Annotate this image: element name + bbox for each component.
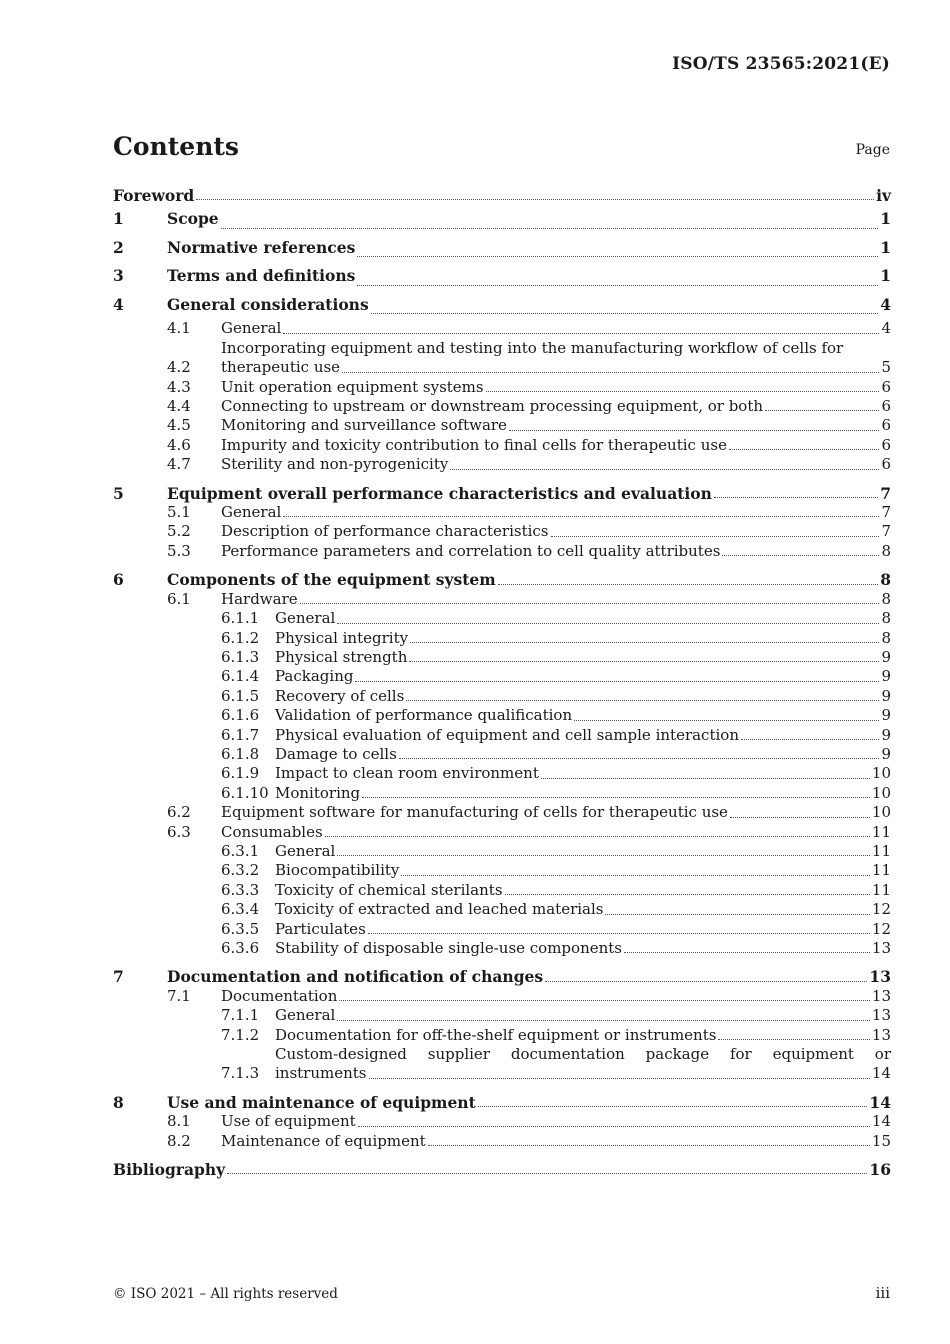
toc-entry[interactable] (113, 764, 891, 783)
toc-entry-number: 6.2 (167, 803, 191, 822)
toc-entry[interactable] (113, 706, 891, 725)
toc-entry-title: Description of performance characteristics (221, 522, 549, 541)
toc-entry-number: 4.2 (167, 358, 191, 377)
dot-leader (551, 536, 880, 537)
toc-entry-page: 7 (881, 503, 891, 522)
toc-entry[interactable] (113, 648, 891, 667)
toc-entry[interactable] (113, 967, 891, 986)
toc-entry-number: 5 (113, 483, 124, 503)
toc-entry-title: Monitoring (275, 783, 361, 802)
toc-entry-title: General considerations (167, 294, 369, 314)
toc-entry[interactable] (113, 920, 891, 939)
toc-entry[interactable] (113, 861, 891, 880)
toc-entry-title: Sterility and non-pyrogenicity (221, 455, 449, 474)
toc-entry-title: Damage to cells (275, 744, 397, 763)
toc-entry[interactable] (113, 784, 891, 803)
dot-leader (371, 313, 879, 314)
toc-entry-number: 6.1.9 (221, 764, 260, 783)
toc-entry-page: 14 (871, 1064, 891, 1083)
dot-leader (409, 661, 879, 662)
toc-entry-title: Documentation for off-the-shelf equipment or instruments (275, 1025, 717, 1044)
toc-entry[interactable] (113, 503, 891, 522)
toc-entry[interactable] (113, 667, 891, 686)
toc-entry-number: 8.1 (167, 1112, 191, 1131)
toc-entry-page: 1 (880, 209, 891, 229)
toc-entry[interactable] (113, 455, 891, 474)
toc-entry-page: 4 (880, 294, 891, 314)
toc-entry-page: 8 (881, 628, 891, 647)
toc-entry[interactable] (113, 1112, 891, 1131)
toc-entry-title: Terms and definitions (167, 266, 356, 286)
toc-entry-page: 11 (871, 841, 891, 860)
toc-entry[interactable] (113, 339, 891, 378)
toc-entry-title: Packaging (275, 667, 354, 686)
toc-entry-number: 4.4 (167, 397, 191, 416)
toc-entry-number: 2 (113, 237, 124, 257)
toc-entry-page: 6 (881, 416, 891, 435)
dot-leader (283, 516, 879, 517)
toc-entry-number: 4 (113, 294, 124, 314)
toc-entry-number: 6.1.10 (221, 783, 269, 802)
toc-entry[interactable] (113, 570, 891, 589)
toc-entry-page: 6 (881, 435, 891, 454)
toc-entry-title: Equipment software for manufacturing of cells for therapeutic use (221, 803, 728, 822)
toc-entry[interactable] (113, 522, 891, 541)
toc-entry-page: 5 (881, 358, 891, 377)
dot-leader (196, 199, 874, 200)
dot-leader (574, 720, 879, 721)
dot-leader (358, 1126, 870, 1127)
toc-entry-page: 11 (871, 861, 891, 880)
dot-leader (283, 333, 879, 334)
toc-entry-number: 7.1.1 (221, 1006, 260, 1025)
dot-leader (605, 914, 869, 915)
toc-entry-number: 3 (113, 266, 124, 286)
toc-entry[interactable] (113, 842, 891, 861)
dot-leader (342, 372, 879, 373)
toc-entry[interactable] (113, 939, 891, 958)
dot-leader (401, 875, 870, 876)
toc-entry-number: 6.1.7 (221, 725, 260, 744)
contents-title: Contents (113, 132, 240, 161)
dot-leader (478, 1106, 868, 1107)
dot-leader (399, 758, 879, 759)
dot-leader (624, 952, 870, 953)
toc-entry[interactable] (113, 1006, 891, 1025)
dot-leader (410, 642, 879, 643)
dot-leader (718, 1039, 869, 1040)
toc-entry-number: 7 (113, 967, 124, 987)
dot-leader (357, 256, 878, 257)
toc-entry-title: Recovery of cells (275, 686, 405, 705)
toc-entry-number: 4.1 (167, 319, 191, 338)
toc-entry[interactable] (113, 186, 891, 205)
toc-entry-page: 9 (881, 725, 891, 744)
toc-entry[interactable] (113, 436, 891, 455)
dot-leader (505, 894, 870, 895)
toc-entry-page: 12 (871, 900, 891, 919)
toc-entry-number: 7.1.3 (221, 1064, 260, 1083)
toc-entry-number: 8.2 (167, 1131, 191, 1150)
toc-entry-page: 11 (871, 880, 891, 899)
dot-leader (337, 855, 870, 856)
toc-entry[interactable] (113, 687, 891, 706)
toc-entry-title: Use of equipment (221, 1112, 356, 1131)
toc-entry-page: 10 (871, 764, 891, 783)
toc-entry-page: 8 (881, 609, 891, 628)
toc-entry-title: Connecting to upstream or downstream processing equipment, or both (221, 397, 764, 416)
toc-entry-title: Documentation and notification of changes (167, 967, 544, 987)
toc-entry-title: Maintenance of equipment (221, 1131, 426, 1150)
toc-entry-page: iv (876, 186, 891, 205)
dot-leader (545, 981, 867, 982)
dot-leader (339, 1000, 870, 1001)
toc-entry-number: 5.2 (167, 522, 191, 541)
toc-entry-number: 4.3 (167, 377, 191, 396)
toc-entry-page: 8 (880, 570, 891, 590)
toc-entry-title: General (221, 319, 282, 338)
toc-entry-number: 5.1 (167, 503, 191, 522)
toc-entry-number: 5.3 (167, 541, 191, 560)
toc-entry-title: Normative references (167, 237, 356, 257)
toc-entry-title: General (221, 503, 282, 522)
dot-leader (428, 1145, 870, 1146)
toc-entry-title: Impact to clean room environment (275, 764, 539, 783)
toc-entry[interactable] (113, 726, 891, 745)
toc-entry[interactable] (113, 378, 891, 397)
toc-entry-title: Documentation (221, 986, 338, 1005)
toc-entry-title: Use and maintenance of equipment (167, 1092, 476, 1112)
toc-entry-title: Validation of performance qualification (275, 706, 573, 725)
dot-leader (509, 430, 879, 431)
toc-entry-page: 9 (881, 744, 891, 763)
toc-entry[interactable] (113, 234, 891, 263)
toc-entry-number: 6.3 (167, 822, 191, 841)
toc-entry-number: 6.1 (167, 589, 191, 608)
dot-leader (369, 1078, 870, 1079)
toc-entry-page: 8 (881, 589, 891, 608)
dot-leader (714, 497, 878, 498)
table-of-contents (113, 186, 891, 1179)
toc-entry-title: Unit operation equipment systems (221, 377, 484, 396)
toc-entry-number: 6.1.4 (221, 667, 260, 686)
toc-entry-page: 12 (871, 919, 891, 938)
toc-entry-page: 15 (871, 1131, 891, 1150)
dot-leader (337, 1020, 870, 1021)
toc-entry-title: Impurity and toxicity contribution to final cells for therapeutic use (221, 435, 727, 454)
dot-leader (325, 836, 870, 837)
dot-leader (357, 285, 878, 286)
toc-entry-page: 10 (871, 783, 891, 802)
toc-entry-number: 6.3.3 (221, 880, 260, 899)
toc-entry[interactable] (113, 1045, 891, 1084)
dot-leader (337, 623, 879, 624)
toc-entry-page: 13 (869, 967, 891, 987)
toc-entry-title: Stability of disposable single-use components (275, 939, 622, 957)
toc-entry-number: 6.1.2 (221, 628, 260, 647)
toc-entry-title: Physical evaluation of equipment and cell sample interaction (275, 725, 739, 744)
toc-entry-title: Scope (167, 209, 219, 229)
toc-entry-number: 4.6 (167, 435, 191, 454)
toc-entry-number: 6.1.1 (221, 609, 260, 628)
toc-entry[interactable] (113, 1132, 891, 1151)
toc-entry-title-continued: therapeutic use (221, 358, 341, 377)
toc-entry[interactable] (113, 416, 891, 435)
footer-page-number: iii (875, 1284, 890, 1302)
toc-entry[interactable] (113, 291, 891, 320)
toc-entry[interactable] (113, 823, 891, 842)
toc-entry[interactable] (113, 881, 891, 900)
toc-entry-title: Physical integrity (275, 628, 409, 647)
toc-entry-title: Physical strength (275, 647, 408, 666)
toc-entry-number: 6.3.2 (221, 861, 260, 880)
toc-entry-number: 6.1.5 (221, 686, 260, 705)
dot-leader (355, 681, 879, 682)
toc-entry-title: General (275, 841, 336, 860)
dot-leader (221, 228, 879, 229)
toc-entry-page: 4 (881, 319, 891, 338)
dot-leader (541, 778, 870, 779)
toc-entry-title: General (275, 609, 336, 628)
footer-copyright: © ISO 2021 – All rights reserved (113, 1286, 338, 1302)
toc-entry-page: 14 (869, 1092, 891, 1112)
toc-entry-page: 14 (871, 1112, 891, 1131)
toc-entry-title: Components of the equipment system (167, 570, 496, 590)
toc-entry-page: 9 (881, 667, 891, 686)
toc-entry-number: 8 (113, 1092, 124, 1112)
toc-entry[interactable] (113, 1026, 891, 1045)
toc-entry-title: Foreword (113, 186, 195, 205)
toc-entry-page: 6 (881, 397, 891, 416)
toc-entry[interactable] (113, 542, 891, 561)
toc-entry[interactable] (113, 987, 891, 1006)
toc-entry-number: 7.1.2 (221, 1025, 260, 1044)
toc-entry-page: 11 (871, 822, 891, 841)
toc-entry[interactable] (113, 803, 891, 822)
toc-entry-title: Equipment overall performance characteristics and evaluation (167, 483, 712, 503)
toc-entry-title-continued: instruments (275, 1064, 367, 1083)
dot-leader (486, 391, 879, 392)
toc-entry-number: 6.1.8 (221, 744, 260, 763)
toc-entry-page: 10 (871, 803, 891, 822)
toc-entry-number: 4.5 (167, 416, 191, 435)
toc-entry-number: 6.3.4 (221, 900, 260, 919)
toc-entry[interactable] (113, 1160, 891, 1179)
toc-entry-page: 9 (881, 706, 891, 725)
dot-leader (729, 449, 879, 450)
toc-entry-title: Bibliography (113, 1160, 226, 1180)
toc-entry-title: Custom-designed supplier documentation package for equipment or (275, 1045, 891, 1064)
dot-leader (498, 584, 879, 585)
toc-entry[interactable] (113, 484, 891, 503)
toc-entry-page: 1 (880, 266, 891, 286)
dot-leader (368, 933, 870, 934)
dot-leader (300, 603, 879, 604)
dot-leader (730, 817, 870, 818)
toc-entry-number: 4.7 (167, 455, 191, 474)
toc-entry-number: 6.1.3 (221, 647, 260, 666)
toc-entry[interactable] (113, 205, 891, 234)
toc-entry-title: Hardware (221, 589, 298, 608)
document-id: ISO/TS 23565:2021(E) (672, 54, 890, 74)
toc-entry[interactable] (113, 1093, 891, 1112)
toc-entry-page: 13 (871, 1006, 891, 1025)
dot-leader (765, 410, 879, 411)
toc-entry-number: 6.3.5 (221, 919, 260, 938)
toc-entry[interactable] (113, 319, 891, 338)
toc-entry[interactable] (113, 609, 891, 628)
toc-entry-title: Incorporating equipment and testing into the manufacturing workflow of cells for (221, 338, 844, 357)
toc-entry-page: 13 (871, 986, 891, 1005)
toc-entry-title: Particulates (275, 919, 366, 938)
toc-entry-page: 7 (881, 522, 891, 541)
toc-entry-number: 7.1 (167, 986, 191, 1005)
toc-entry[interactable] (113, 397, 891, 416)
toc-entry-number: 6.3.1 (221, 841, 260, 860)
toc-entry-title: Toxicity of chemical sterilants (275, 880, 503, 899)
toc-entry[interactable] (113, 745, 891, 764)
dot-leader (450, 469, 879, 470)
toc-entry-page: 1 (880, 237, 891, 257)
toc-entry[interactable] (113, 900, 891, 919)
toc-entry-page: 9 (881, 647, 891, 666)
toc-entry-number: 6 (113, 570, 124, 590)
toc-entry-page: 9 (881, 686, 891, 705)
dot-leader (722, 555, 879, 556)
page-column-label: Page (855, 142, 890, 158)
toc-entry-number: 6.3.6 (221, 939, 260, 957)
toc-entry-title: Consumables (221, 822, 323, 841)
toc-entry-page: 7 (880, 483, 891, 503)
toc-entry-page: 13 (871, 1025, 891, 1044)
toc-entry-title: Biocompatibility (275, 861, 400, 880)
dot-leader (227, 1173, 867, 1174)
toc-entry-number: 1 (113, 209, 124, 229)
toc-entry-title: Toxicity of extracted and leached materials (275, 900, 604, 919)
toc-entry[interactable] (113, 262, 891, 291)
toc-entry-title: Performance parameters and correlation to cell quality attributes (221, 541, 721, 560)
toc-entry-number: 6.1.6 (221, 706, 260, 725)
dot-leader (362, 797, 870, 798)
toc-entry-page: 6 (881, 377, 891, 396)
toc-entry-page: 13 (871, 939, 891, 957)
toc-entry-title: General (275, 1006, 336, 1025)
toc-entry-page: 6 (881, 455, 891, 474)
dot-leader (406, 700, 879, 701)
toc-entry[interactable] (113, 629, 891, 648)
toc-entry-title: Monitoring and surveillance software (221, 416, 507, 435)
toc-entry-page: 8 (881, 541, 891, 560)
dot-leader (741, 739, 879, 740)
toc-entry[interactable] (113, 590, 891, 609)
toc-entry-page: 16 (869, 1160, 891, 1180)
